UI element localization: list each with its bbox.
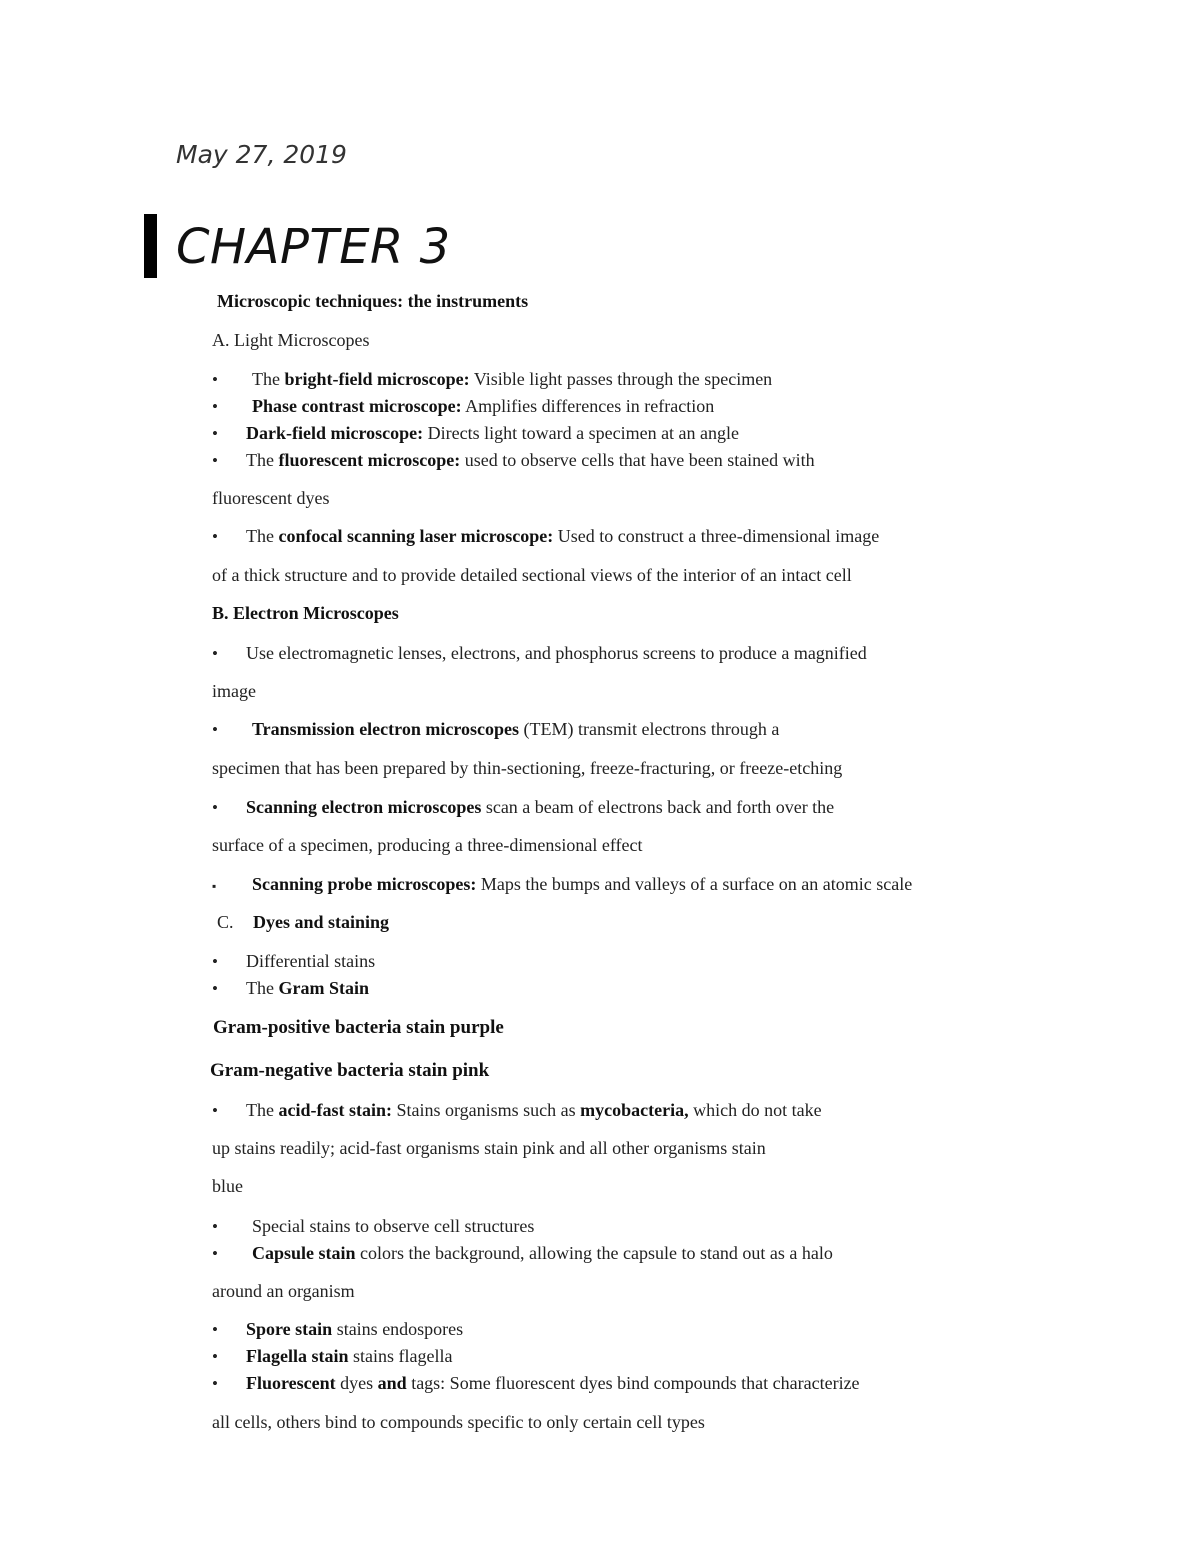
- chapter-bar: [144, 214, 157, 278]
- list-item-continuation: around an organism: [212, 1281, 355, 1301]
- list-item-capsule-stain: • Capsule stain colors the background, allowing the capsule to stand out as a halo: [212, 1243, 833, 1263]
- list-item-bright-field: • The bright-field microscope: Visible light passes through the specimen: [212, 369, 773, 389]
- list-item-acid-fast: • The acid-fast stain: Stains organisms such as mycobacteria, which do not take: [212, 1100, 822, 1120]
- list-item-continuation: up stains readily; acid-fast organisms stain pink and all other organisms stain: [212, 1138, 766, 1158]
- gram-negative-line: Gram-negative bacteria stain pink: [210, 1060, 490, 1081]
- bullet: •: [212, 527, 218, 546]
- bullet: •: [212, 952, 218, 971]
- section-c-heading: C. Dyes and staining: [217, 912, 390, 932]
- document-date: May 27, 2019: [176, 140, 347, 169]
- list-item-em-use: • Use electromagnetic lenses, electrons, and phosphorus screens to produce a magnified: [212, 643, 867, 663]
- gram-positive-line: Gram-positive bacteria stain purple: [213, 1017, 504, 1038]
- bullet: •: [212, 979, 218, 998]
- chapter-title: CHAPTER 3: [176, 219, 451, 275]
- bullet: •: [212, 1244, 218, 1263]
- list-item-gram-stain: • The Gram Stain: [212, 978, 369, 998]
- main-heading: Microscopic techniques: the instruments: [217, 291, 529, 311]
- list-item-continuation: of a thick structure and to provide detailed sectional views of the interior of an intact cell: [212, 565, 852, 585]
- section-a-heading: A. Light Microscopes: [212, 330, 370, 350]
- bullet: •: [212, 1347, 218, 1366]
- list-item-continuation: all cells, others bind to compounds specific to only certain cell types: [212, 1412, 705, 1432]
- list-item-continuation: fluorescent dyes: [212, 488, 330, 508]
- list-item-phase-contrast: • Phase contrast microscope: Amplifies differences in refraction: [212, 396, 715, 416]
- list-item-confocal: • The confocal scanning laser microscope: Used to construct a three-dimensional image: [212, 526, 880, 546]
- bullet: •: [212, 1374, 218, 1393]
- list-item-special-stains: • Special stains to observe cell structures: [212, 1216, 535, 1236]
- bullet: •: [212, 1101, 218, 1120]
- bullet: •: [212, 798, 218, 817]
- list-item-differential-stains: • Differential stains: [212, 951, 376, 971]
- list-item-dark-field: • Dark-field microscope: Directs light toward a specimen at an angle: [212, 423, 740, 443]
- list-item-continuation: surface of a specimen, producing a three-dimensional effect: [212, 835, 643, 855]
- bullet: •: [212, 370, 218, 389]
- list-item-continuation: specimen that has been prepared by thin-sectioning, freeze-fracturing, or freeze-etching: [212, 758, 843, 778]
- list-item-fluorescent: • The fluorescent microscope: used to observe cells that have been stained with: [212, 450, 815, 470]
- bullet: •: [212, 1217, 218, 1236]
- list-item-tem: • Transmission electron microscopes (TEM) transmit electrons through a: [212, 719, 780, 739]
- square-bullet: ▪: [212, 879, 217, 893]
- bullet: •: [212, 451, 218, 470]
- list-item-spm: ▪ Scanning probe microscopes: Maps the bumps and valleys of a surface on an atomic scale: [212, 873, 912, 897]
- list-item-continuation: blue: [212, 1176, 243, 1196]
- list-item-sem: • Scanning electron microscopes scan a beam of electrons back and forth over the: [212, 797, 835, 817]
- list-item-fluorescent-dyes: • Fluorescent dyes and tags: Some fluorescent dyes bind compounds that characterize: [212, 1373, 860, 1393]
- bullet: •: [212, 424, 218, 443]
- section-b-heading: B. Electron Microscopes: [212, 603, 399, 623]
- list-item-flagella-stain: • Flagella stain stains flagella: [212, 1346, 453, 1366]
- bullet: •: [212, 1320, 218, 1339]
- bullet: •: [212, 397, 218, 416]
- list-item-spore-stain: • Spore stain stains endospores: [212, 1319, 464, 1339]
- bullet: •: [212, 720, 218, 739]
- bullet: •: [212, 644, 218, 663]
- list-item-continuation: image: [212, 681, 256, 701]
